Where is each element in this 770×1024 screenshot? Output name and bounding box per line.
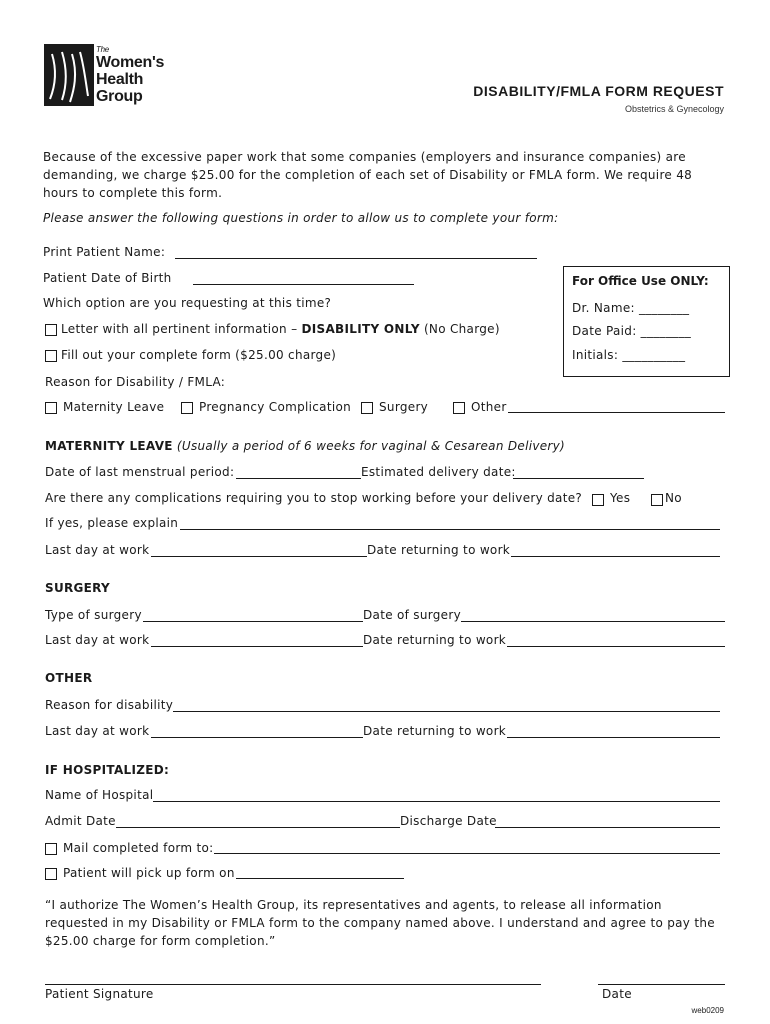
option-letter-checkbox[interactable]: [45, 324, 57, 336]
mail-form-label: Mail completed form to:: [63, 841, 214, 855]
option-letter-label: [61, 322, 500, 336]
office-title: For Office Use ONLY:: [572, 274, 709, 288]
hospital-heading: IF HOSPITALIZED:: [45, 763, 170, 777]
lmp-field[interactable]: [236, 478, 361, 479]
surgery-date-label: Date of surgery: [363, 608, 461, 622]
other-reason-label: Reason for disability: [45, 698, 174, 712]
signature-date-label: Date: [602, 987, 632, 1001]
lmp-label: Date of last menstrual period:: [45, 465, 235, 479]
surgery-date-field[interactable]: [461, 621, 725, 622]
logo-the: The: [96, 45, 109, 54]
patient-signature-label: Patient Signature: [45, 987, 154, 1001]
surgery-last-day-field[interactable]: [151, 646, 363, 647]
edd-field[interactable]: [513, 478, 644, 479]
reason-complication-label: Pregnancy Complication: [199, 400, 352, 414]
maternity-last-day-field[interactable]: [151, 556, 367, 557]
form-title: DISABILITY/FMLA FORM REQUEST: [473, 83, 724, 99]
explain-field[interactable]: [180, 529, 720, 530]
mail-form-checkbox[interactable]: [45, 843, 57, 855]
maternity-last-day-label: Last day at work: [45, 543, 150, 557]
other-last-day-field[interactable]: [151, 737, 363, 738]
office-use-box: [563, 266, 730, 377]
surgery-type-label: Type of surgery: [45, 608, 142, 622]
logo-line-3: Group: [96, 88, 143, 105]
option-letter-bold: DISABILITY ONLY: [301, 322, 420, 336]
pickup-date-field[interactable]: [236, 878, 404, 879]
hospital-name-field[interactable]: [153, 801, 720, 802]
surgery-heading: SURGERY: [45, 581, 111, 595]
explain-label: If yes, please explain: [45, 516, 179, 530]
surgery-return-label: Date returning to work: [363, 633, 507, 647]
logo-monogram-icon: [44, 44, 94, 106]
maternity-heading-line: [45, 439, 565, 453]
intro-paragraph: Because of the excessive paper work that some companies (employers and insurance companies) are demanding, we charge $25.00 for the completion of each set of Disability or FMLA form. We require 48 hours to complete this form.: [43, 150, 693, 200]
hospital-name-label: Name of Hospital: [45, 788, 154, 802]
footer-code: web0209: [691, 1006, 724, 1015]
form-subtitle: Obstetrics & Gynecology: [624, 104, 724, 114]
complications-yes-checkbox[interactable]: [592, 494, 604, 506]
discharge-date-field[interactable]: [495, 827, 720, 828]
complications-question: Are there any complications requiring you to stop working before your delivery date?: [45, 491, 583, 505]
reason-surgery-checkbox[interactable]: [361, 402, 373, 414]
dob-field[interactable]: [193, 284, 414, 285]
edd-label: Estimated delivery date:: [361, 465, 516, 479]
option-question: Which option are you requesting at this time?: [43, 296, 332, 310]
authorization-statement: “I authorize The Women’s Health Group, its representatives and agents, to release all information requested in my Disability or FMLA form to the company named above. I understand and agree to pay the $25.00 charge for form completion.”: [45, 898, 715, 948]
surgery-type-field[interactable]: [143, 621, 363, 622]
admit-date-label: Admit Date: [45, 814, 116, 828]
reason-maternity-label: Maternity Leave: [63, 400, 165, 414]
patient-name-label: Print Patient Name:: [43, 245, 166, 259]
complications-no-checkbox[interactable]: [651, 494, 663, 506]
maternity-return-label: Date returning to work: [367, 543, 511, 557]
option-fullform-label: Fill out your complete form ($25.00 charge): [61, 348, 337, 362]
reason-label: Reason for Disability / FMLA:: [45, 375, 226, 389]
pickup-label: Patient will pick up form on: [63, 866, 235, 880]
logo-line-2: Health: [96, 71, 144, 88]
office-initials: Initials: __________: [572, 348, 686, 362]
other-reason-field[interactable]: [173, 711, 720, 712]
option-letter-text: Letter with all pertinent information –: [61, 322, 302, 336]
other-heading: OTHER: [45, 671, 93, 685]
option-letter-charge: (No Charge): [419, 322, 500, 336]
signature-date-field[interactable]: [598, 984, 725, 985]
mail-form-field[interactable]: [214, 853, 720, 854]
dob-label: Patient Date of Birth: [43, 271, 172, 285]
logo-line-1: Women's: [96, 54, 165, 71]
maternity-note: (Usually a period of 6 weeks for vaginal & Cesarean Delivery): [172, 439, 566, 453]
discharge-date-label: Discharge Date: [400, 814, 497, 828]
pickup-checkbox[interactable]: [45, 868, 57, 880]
office-date-paid: Date Paid: ________: [572, 324, 692, 338]
maternity-return-field[interactable]: [511, 556, 720, 557]
office-dr-name: Dr. Name: ________: [572, 301, 690, 315]
patient-signature-field[interactable]: [45, 984, 541, 985]
surgery-last-day-label: Last day at work: [45, 633, 150, 647]
reason-other-checkbox[interactable]: [453, 402, 465, 414]
complications-no-label: No: [665, 491, 682, 505]
reason-other-label: Other: [471, 400, 507, 414]
reason-surgery-label: Surgery: [379, 400, 429, 414]
instruction-text: Please answer the following questions in order to allow us to complete your form:: [43, 211, 559, 225]
other-return-field[interactable]: [507, 737, 720, 738]
complications-yes-label: Yes: [610, 491, 631, 505]
logo-wordmark: [96, 46, 164, 105]
surgery-return-field[interactable]: [507, 646, 725, 647]
patient-name-field[interactable]: [175, 258, 537, 259]
other-last-day-label: Last day at work: [45, 724, 150, 738]
maternity-heading: MATERNITY LEAVE: [45, 439, 173, 453]
other-return-label: Date returning to work: [363, 724, 507, 738]
reason-maternity-checkbox[interactable]: [45, 402, 57, 414]
option-fullform-checkbox[interactable]: [45, 350, 57, 362]
reason-other-field[interactable]: [508, 412, 725, 413]
reason-complication-checkbox[interactable]: [181, 402, 193, 414]
admit-date-field[interactable]: [116, 827, 400, 828]
